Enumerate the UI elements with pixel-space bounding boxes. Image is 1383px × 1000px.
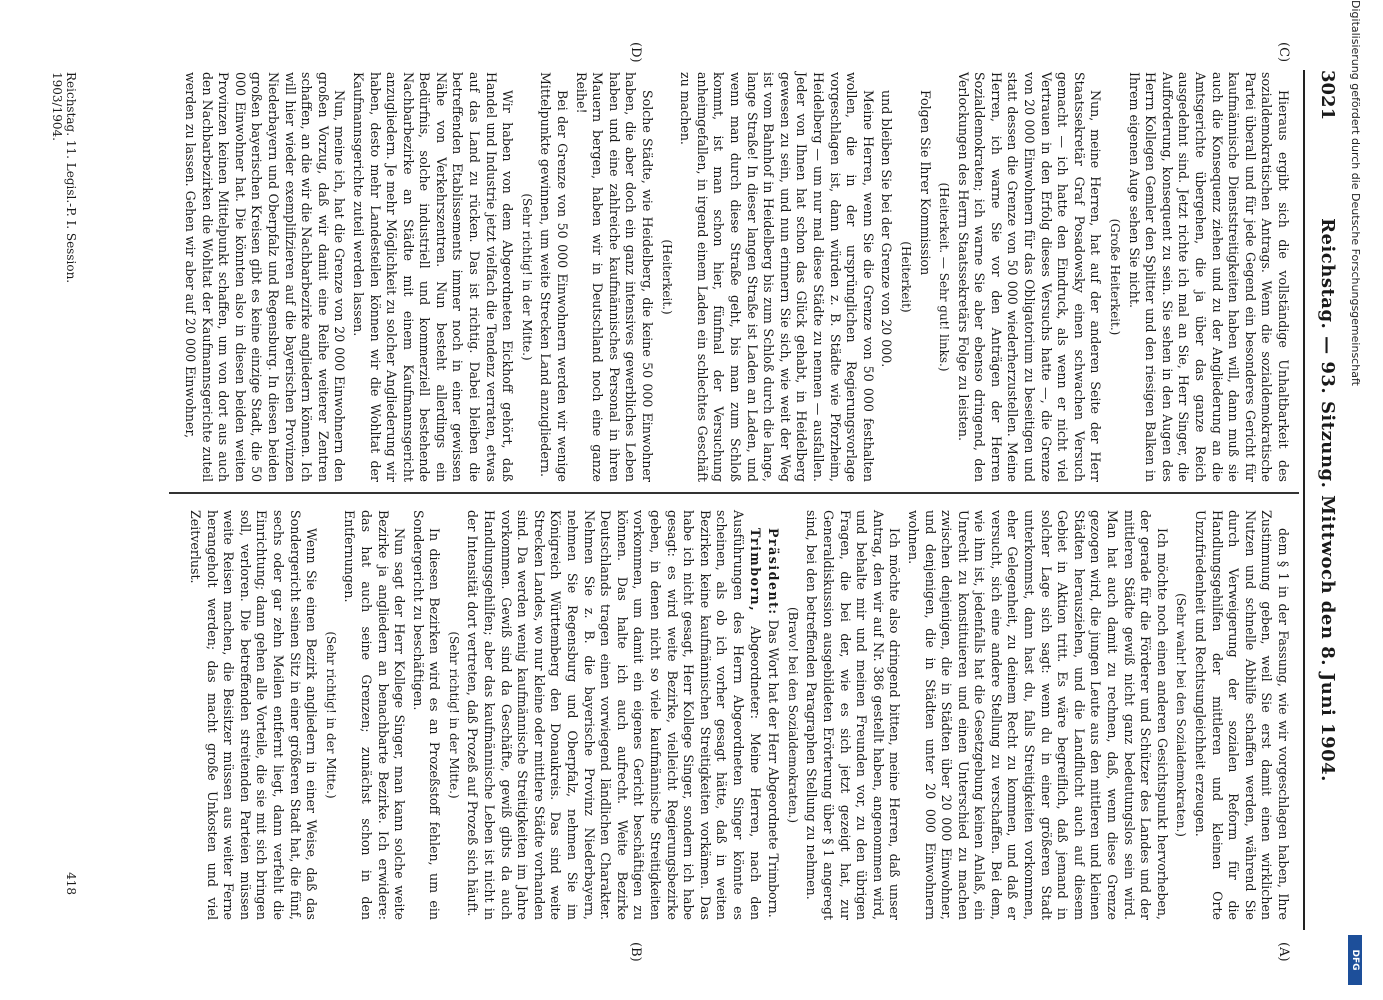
running-head	[1311, 70, 1343, 930]
paragraph-text: Nun, meine Herren, hat auf der anderen Seite der Herr Staatssekretär Graf Posadowsky einen schwachen Versuch gemacht — ich hatte den Eindruck, als wenn er nicht viel Vertrauen in den Erfolg dieses Versuchs hatte —, die Grenze von 20 000 Einwohnern für das Obligatorium zu beseitigen und statt dessen die Grenze von 50 000 wiederherzustellen. Meine Herren, ich warne Sie vor den Anträgen der Herren Sozialdemokraten; ich warne Sie aber ebenso dringend, den Verlockungen des Herrn Staatssekretärs Folge zu leisten.	[955, 72, 1104, 482]
margin-letter-c: (C)	[1276, 42, 1291, 63]
paragraph	[186, 510, 319, 920]
paragraph-text: Hieraus ergibt sich die vollständige Unhaltbarkeit des sozialdemokratischen Antrags. Wenn die sozialdemokratische Partei überall und für jede Gegend ein besonderes Gericht für kaufmännische Dienststreitigkeiten haben will, dann muß sie auch die Konsequenz ziehen und zu der Angliederung an die Amtsgerichte übergehen, die ja über das ganze Reich ausgedehnt sind. Jetzt richte ich mal an Sie, Herr Singer, die Aufforderung, konsequent zu sein. Sie sehen in den Augen des Herrn Kollegen Gemler den Splitter und den riesigen Balken in Ihrem eigenen Auge sehen Sie nicht.	[1126, 72, 1291, 482]
folio-number: 418	[64, 872, 78, 895]
margin-letter-b: (B)	[628, 942, 643, 962]
paragraph	[1125, 72, 1291, 482]
paragraph	[916, 72, 933, 482]
paragraph-text: dem § 1 in der Fassung, wie wir vorgeschlagen haben, Ihre Zustimmung geben, weil Sie erst damit einen wirklichen Nutzen und schnelle Abhilfe schaffen werden, während Sie durch Verweigerung der sozialen Reform für die Handlungsgehilfen der mittleren und kleinen Orte Unzufriedenheit und Rechtsungleichheit erzeugen.	[1193, 510, 1291, 920]
left-text-column	[179, 72, 1291, 482]
interjection: (Bravo! bei den Sozialdemokraten.)	[785, 606, 800, 824]
paragraph	[572, 72, 655, 482]
paragraph-text: Das Wort hat der Herr Abgeordnete Trimborn.	[766, 619, 782, 918]
interjection: (Sehr richtig! in der Mitte.)	[519, 193, 534, 361]
paragraph	[464, 510, 763, 920]
speaker-name: Präsident:	[766, 528, 782, 616]
interjection: (Heiterkeit. — Sehr gut! links.)	[937, 182, 952, 372]
paragraph	[409, 510, 442, 920]
dfg-logo: DFG	[1348, 935, 1362, 985]
interjection: (Sehr richtig! in der Mitte.)	[323, 631, 338, 799]
paragraph	[803, 510, 903, 920]
paragraph-text: Solche Städte, wie Heidelberg, die keine 50 000 Einwohner haben, die aber doch ein ganz intensives gewerbliches Leben haben und eine zahlreiche kaufmännisches Personal in ihren Mauern bergen, haben wir in Deutschland noch eine ganze Reihe!	[573, 72, 656, 482]
paragraph	[677, 72, 876, 482]
paragraph-text: und bleiben Sie bei der Grenze von 20 000.	[879, 90, 895, 368]
paragraph	[181, 72, 347, 482]
right-text-column	[184, 510, 1291, 920]
page-number: 3021	[1317, 70, 1338, 121]
margin-letter-a: (A)	[1276, 942, 1291, 962]
header-rule	[1303, 70, 1305, 930]
interjection: (Heiterkeit.)	[659, 239, 674, 315]
interjection: (Sehr wahr! bei den Sozialdemokraten.)	[1174, 593, 1189, 837]
credit-text: Digitalisierung gefördert durch die Deutsche Forschungsgemeinschaft	[1349, 0, 1362, 386]
paragraph-text: Abgeordneter: Meine Herren, nach den Ausführungen des Herrn Abgeordneten Singer könnte es scheinen, als ob ich vorher gesagt hätte, daß in weiten Bezirken keine kaufmännischen Streitigkeiten vorkämen. Das habe ich nicht gesagt, Herr Kollege Singer, sondern ich habe gesagt: es wird weite Bezirke, vielleicht Regierungsbezirke geben, in denen nicht so viele kaufmännische Streitigkeiten vorkommen, um damit ein eigenes Gericht beschäftigen zu können. Das halte ich auch aufrecht. Weite Bezirke Deutschlands tragen einen vorwiegend ländlichen Charakter. Nehmen Sie z. B. die bayerische Provinz Niederbayern, nehmen Sie Regensburg und Oberpfalz, nehmen Sie im Königreich Württemberg den Donaukreis. Das sind weite Strecken Landes, wo nur kleine oder mittlere Städte vorhanden sind. Da werden wenig kaufmännische Streitigkeiten im Jahre vorkommen. Gewiß sind da Geschäfte, gewiß gibts da auch Handlungsgehilfen; aber das kaufmännische Leben ist nicht in der Intensität dort vertreten, daß Prozeß auf Prozeß sich häuft.	[465, 510, 763, 920]
interjection: (Große Heiterkeit.)	[1108, 218, 1123, 336]
paragraph-text: Wenn Sie einen Bezirk angliedern in einer Weise, daß das Sondergericht seinen Sitz in einer größeren Stadt hat, die fünf, sechs oder gar zehn Meilen entfernt liegt, dann verfehlt die Einrichtung; dann gehen alle Vorteile, die sie mit sich bringen soll, verloren. Die betreffenden streitenden Parteien müssen weite Reisen machen, die Beisitzer müssen aus weiter Ferne herangeholt werden; das macht große Unkosten und viel Zeitverlust.	[188, 510, 320, 920]
paragraph-text: Folgen Sie Ihrer Kommission	[917, 90, 933, 276]
paragraph-text: Nun sagt der Herr Kollege Singer, man kann solche weite Bezirke ja angliedern an benachbarte Bezirke. Ich erwidere: das hat auch seine Grenzen; zunächst schon in den Entfernungen.	[342, 510, 408, 920]
paragraph-text: Wir haben von dem Abgeordneten Eickhoff gehört, daß Handel und Industrie jetzt vielfach die Tendenz verraten, etwas auf das Land zu rücken. Das ist richtig. Dabei bleiben die betreffenden Etablissements immer noch in einer gewissen Nähe von Verkehrszentren. Nun besteht allerdings ein Bedürfnis, solche industriell und kommerziell bestehende Nachbarbezirke an Städte mit einem Kaufmannsgericht anzugliedern. Je mehr Möglichkeit zu solcher Angliederung wir haben, desto mehr Landesteilen können wir die Wohltat der Kaufmannsgerichte zuteil werden lassen.	[350, 72, 516, 482]
paragraph	[954, 72, 1103, 482]
paragraph	[341, 510, 407, 920]
margin-letter-d: (D)	[628, 42, 643, 63]
paragraph-text: In diesen Bezirken wird es an Prozeßstoff fehlen, um ein Sondergericht zu beschäftigen.	[410, 510, 443, 920]
paragraph-text: Meine Herren, wenn Sie die Grenze von 50 000 festhalten wollen, die in der ursprünglichen Regierungsvorlage vorgeschlagen ist, dann würden z. B. Städte wie Pforzheim, Heidelberg — um nur mal diese Städte zu nennen — ausfallen. Jeder von Ihnen hat schon das Glück gehabt, in Heidelberg gewesen zu sein, und nun erinnern Sie sich, wie weit der Weg ist vom Bahnhof in Heidelberg bis zum Schloß durch die lange, lange Straße! In dieser langen Straße ist Laden an Laden, und wenn man durch diese Straße geht, bis man zum Schloß kommt, ist man schon hier, fünfmal der Versuchung anheimgefallen, in irgend einem Laden ein schlechtes Geschäft zu machen.	[678, 72, 876, 482]
interjection: (Sehr richtig! in der Mitte.)	[446, 631, 461, 799]
paragraph	[765, 510, 782, 920]
paragraph-text: Bei der Grenze von 50 000 Einwohnern werden wir wenige Mittelpunkte gewinnen, um weite Strecken Land anzugliedern.	[538, 72, 571, 482]
speaker-name: Trimborn,	[747, 528, 763, 613]
paragraph	[1191, 510, 1291, 920]
interjection: (Heiterkeit)	[898, 241, 913, 313]
column-divider	[169, 492, 1299, 494]
digitization-credit	[1347, 0, 1363, 1000]
paragraph	[904, 510, 1170, 920]
page-title: Reichstag. — 93. Sitzung. Mittwoch den 8. Juni 1904.	[1317, 218, 1338, 782]
paragraph-text: Ich möchte also dringend bitten, meine Herren, daß unser Antrag, den wir auf Nr. 386 gestellt haben, angenommen wird, und behalte mir und meinen Freunden vor, zu den übrigen Fragen, die bei der, wie es sich jetzt gezeigt hat, zur Generaldiskussion ausgebildeten Erörterung über § 1 angeregt sind, bei den betreffenden Paragraphen Stellung zu nehmen.	[804, 510, 903, 920]
paragraph	[878, 72, 895, 482]
session-footer: Reichstag. 11. Legisl.-P. I. Session. 1903/1904.	[50, 72, 78, 284]
paragraph-text: Ich möchte noch einen anderen Gesichtspunkt hervorheben, der gerade für die Förderer und Schützer des Landes und der mittleren Städte gewiß nicht ganz bedeutungslos sein wird. Man hat auch damit zu rechnen, daß, wenn diese Grenze gezogen wird, die jungen Leute aus den mittleren und kleinen Städten herausziehen, und die Landflucht auch auf diesem Gebiet in Aktion tritt. Es wäre begreiflich, daß jemand in solcher Lage sich sagt: wenn du in einer größeren Stadt unterkommst, dann hast du, falls Streitigkeiten vorkommen, eher Gelegenheit, zu deinem Recht zu kommen, und daß er versucht, sich eine andere Stellung zu verschaffen. Bei dem, wie ihm ist, jedenfalls hat die Gesetzgebung keinen Anlaß, ein Unrecht zu konstituieren und einen Unterschied zu machen zwischen denjenigen, die in Städten über 20 000 Einwohner, und denjenigen, die in Städten unter 20 000 Einwohnern wohnen.	[905, 510, 1170, 920]
paragraph-text: Nun, meine ich, hat die Grenze von 20 000 Einwohnern den großen Vorzug, daß wir damit eine Reihe weiterer Zentren schaffen, an die wir die Nachbarbezirke angliedern können. Ich will hier wieder exemplifizieren auf die bayerischen Provinzen Niederbayern und Oberpfalz und Regensburg. In diesen beiden großen bayerischen Kreisen gibt es keine einzige Stadt, die 50 000 Einwohner hat. Die könnten also in diesen beiden weiten Provinzen keinen Mittelpunkt schaffen, um von dort aus auch den Nachbarbezirken die Wohltat der Kaufmannsgerichte zuteil werden zu lassen. Gehen wir aber auf 20 000 Einwohner,	[183, 72, 348, 482]
paragraph	[349, 72, 515, 482]
paragraph	[537, 72, 570, 482]
